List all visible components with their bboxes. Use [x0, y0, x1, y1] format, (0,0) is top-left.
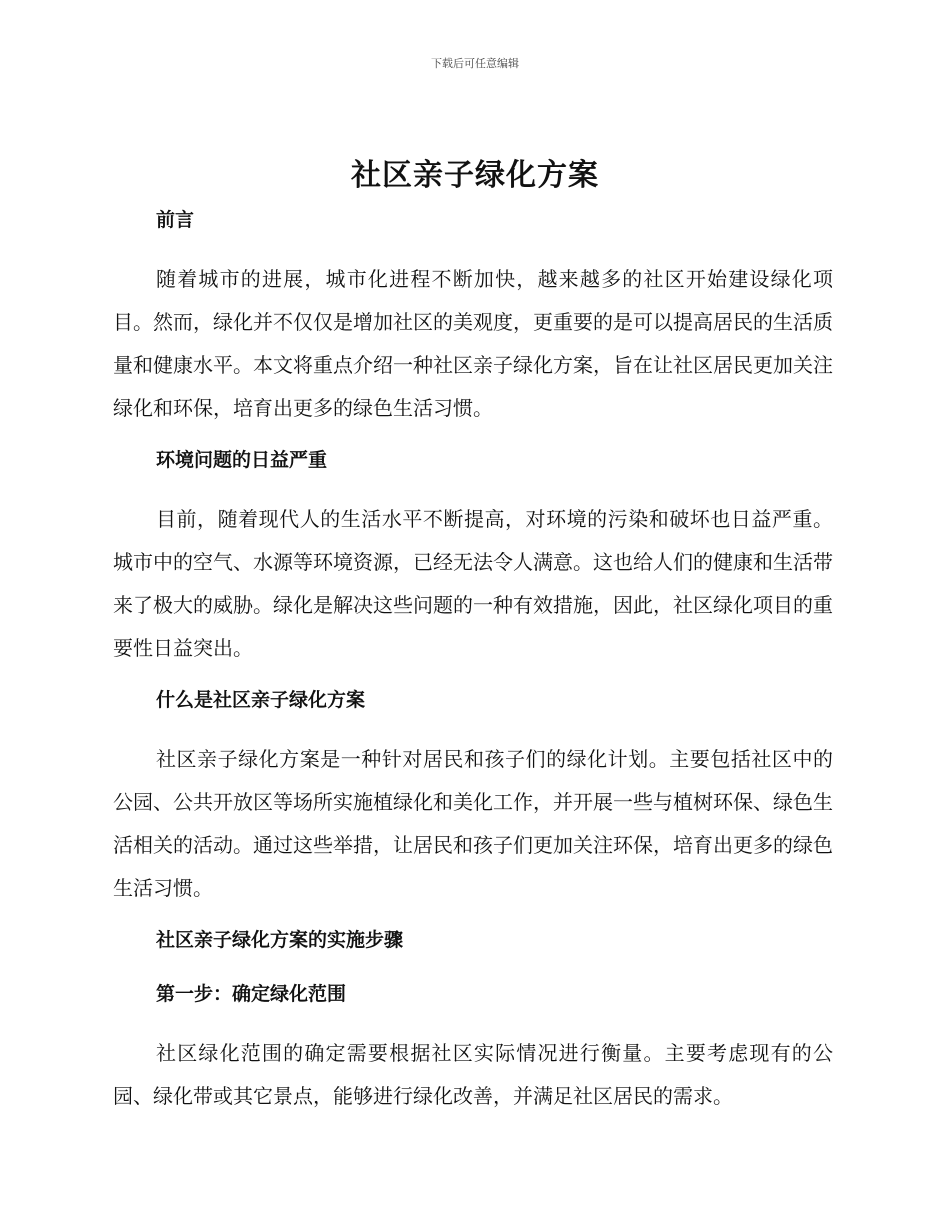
- paragraph-environment: 目前，随着现代人的生活水平不断提高，对环境的污染和破坏也日益严重。城市中的空气、水源等环境资源，已经无法令人满意。这也给人们的健康和生活带来了极大的威胁。绿化是解决这些问题的一种有效措施，因此，社区绿化项目的重要性日益突出。: [113, 507, 833, 660]
- section-heading-environment: 环境问题的日益严重: [156, 449, 328, 471]
- paragraph-definition: 社区亲子绿化方案是一种针对居民和孩子们的绿化计划。主要包括社区中的公园、公共开放区等场所实施植绿化和美化工作，并开展一些与植树环保、绿色生活相关的活动。通过这些举措，让居民和孩子们更加关注环保，培育出更多的绿色生活习惯。: [113, 747, 833, 900]
- header-note: 下载后可任意编辑: [431, 57, 519, 70]
- section-heading-definition: 什么是社区亲子绿化方案: [156, 689, 366, 711]
- section-heading-steps: 社区亲子绿化方案的实施步骤: [156, 929, 404, 951]
- document-body: [113, 204, 833, 1118]
- document-title: 社区亲子绿化方案: [351, 158, 599, 193]
- section-heading-preface: 前言: [156, 209, 195, 231]
- paragraph-preface: 随着城市的进展，城市化进程不断加快，越来越多的社区开始建设绿化项目。然而，绿化并不仅仅是增加社区的美观度，更重要的是可以提高居民的生活质量和健康水平。本文将重点介绍一种社区亲子绿化方案，旨在让社区居民更加关注绿化和环保，培育出更多的绿色生活习惯。: [113, 267, 833, 420]
- subsection-heading-step1: 第一步：确定绿化范围: [156, 983, 347, 1005]
- paragraph-step1: 社区绿化范围的确定需要根据社区实际情况进行衡量。主要考虑现有的公园、绿化带或其它景点，能够进行绿化改善，并满足社区居民的需求。: [113, 1041, 833, 1108]
